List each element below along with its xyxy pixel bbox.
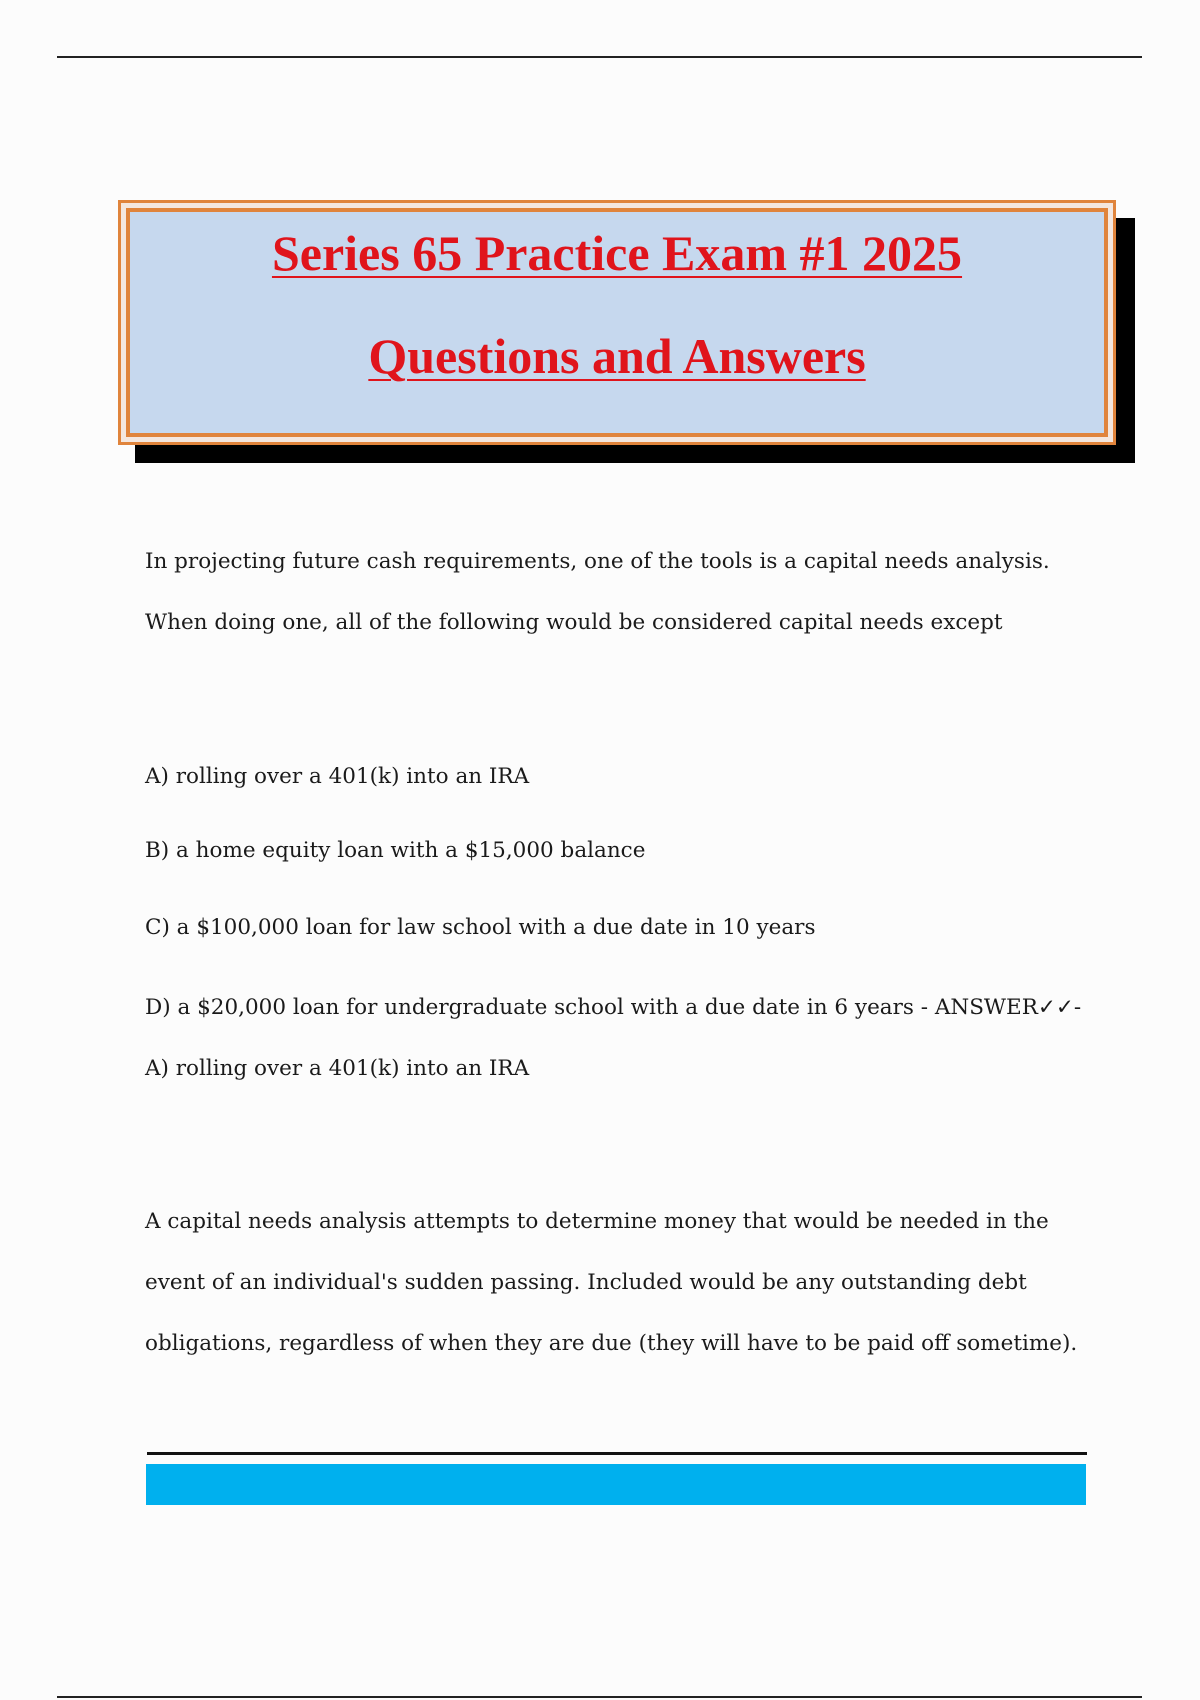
title-box xyxy=(118,200,1116,445)
top-rule xyxy=(57,56,1142,58)
bottom-rule xyxy=(57,1696,1142,1698)
question-text: In projecting future cash requirements, one of the tools is a capital needs analysis. When doing one, all of the following would be considered capital needs except xyxy=(145,549,1050,635)
footer-rule xyxy=(147,1452,1087,1455)
option-d-with-answer: D) a $20,000 loan for undergraduate school with a due date in 6 years - ANSWER✓✓-A) rolling over a 401(k) into an IRA xyxy=(145,995,1082,1081)
footer-band xyxy=(146,1464,1086,1505)
title-line-2: Questions and Answers xyxy=(368,328,866,384)
answer-explanation: A capital needs analysis attempts to determine money that would be needed in the event of an individual's sudden passing. Included would be any outstanding debt obligations, regardless of when they are due (they will have to be paid off sometime). xyxy=(145,1209,1078,1356)
option-c: C) a $100,000 loan for law school with a due date in 10 years xyxy=(145,915,816,940)
option-a: A) rolling over a 401(k) into an IRA xyxy=(145,764,530,789)
option-b: B) a home equity loan with a $15,000 balance xyxy=(145,838,646,863)
title-line-1: Series 65 Practice Exam #1 2025 xyxy=(271,225,963,281)
